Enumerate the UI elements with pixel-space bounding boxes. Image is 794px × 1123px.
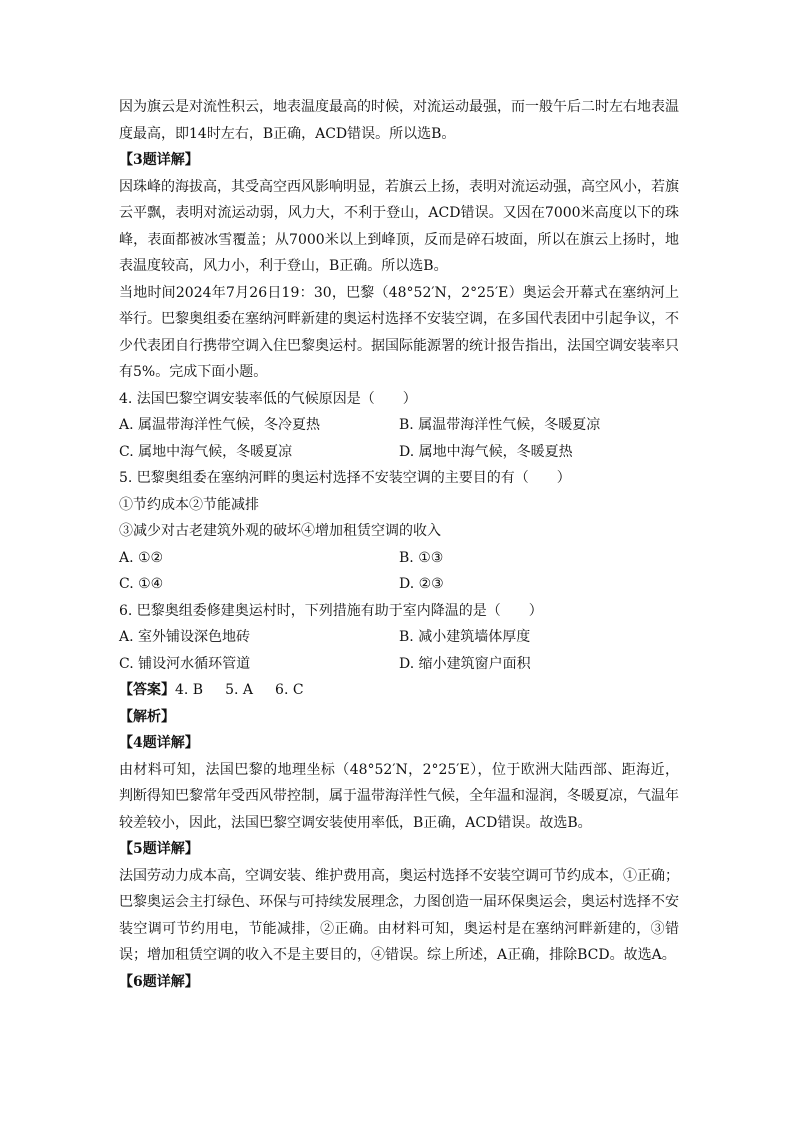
- question-4-stem: 4. 法国巴黎空调安装率低的气候原因是（ ）: [119, 390, 417, 407]
- question-4-option-a: A. 属温带海洋性气候，冬冷夏热: [119, 417, 321, 433]
- intro-paragraph: 因为旗云是对流性积云，地表温度最高的时候，对流运动最强，而一般午后二时左右地表温度最高，即14时左右，B正确，ACD错误。所以选B。: [119, 99, 679, 142]
- question-4-options-row-1: [119, 412, 679, 439]
- answer-label: 【答案】: [119, 682, 175, 698]
- question-6-option-c: C. 铺设河水循环管道: [119, 655, 251, 672]
- question-6-options-row-2: [119, 651, 679, 678]
- question-4-option-d: D. 属地中海气候，冬暖夏热: [399, 443, 573, 460]
- question-5-item-line-1: ①节约成本②节能减排: [119, 496, 259, 513]
- question-5-options-row-2: [119, 571, 679, 598]
- answer-item-4: 4. B: [175, 682, 204, 698]
- question-5-option-a: A. ①②: [119, 549, 164, 566]
- answer-item-6: 6. C: [275, 682, 304, 698]
- question-6-option-d: D. 缩小建筑窗户面积: [399, 655, 531, 672]
- question-6-stem: 6. 巴黎奥组委修建奥运村时，下列措施有助于室内降温的是（ ）: [119, 602, 543, 619]
- q4-heading: 【4题详解】: [119, 735, 199, 751]
- question-4-option-b: B. 属温带海洋性气候，冬暖夏凉: [399, 417, 601, 433]
- question-6-options-row-1: [119, 624, 679, 651]
- question-6-option-b: B. 减小建筑墙体厚度: [399, 629, 531, 645]
- q5-heading: 【5题详解】: [119, 841, 199, 857]
- answer-item-5: 5. A: [225, 682, 254, 698]
- q6-heading: 【6题详解】: [119, 973, 199, 990]
- q3-explanation: 因珠峰的海拔高，其受高空西风影响明显，若旗云上扬，表明对流运动强，高空风小，若旗云平飘，表明对流运动弱，风力大，不利于登山，ACD错误。又因在7000米高度以下的珠峰，表面都被冰雪覆盖；从7000米以上到峰顶，反而是碎石坡面，所以在旗云上扬时，地表温度较高，风力小，利于登山，B正确。所以选B。: [119, 178, 679, 274]
- answer-line: [119, 677, 679, 704]
- question-4-option-c: C. 属地中海气候，冬暖夏凉: [119, 443, 293, 460]
- question-5-stem: 5. 巴黎奥组委在塞纳河畔的奥运村选择不安装空调的主要目的有（ ）: [119, 470, 571, 486]
- q4-explanation: 由材料可知，法国巴黎的地理坐标（48°52′N，2°25′E），位于欧洲大陆西部、距海近，判断得知巴黎常年受西风带控制，属于温带海洋性气候，全年温和湿润，冬暖夏凉，气温年较差较小，因此，法国巴黎空调安装使用率低，B正确，ACD错误。故选B。: [119, 761, 679, 831]
- document-page: [119, 94, 679, 995]
- q3-heading: 【3题详解】: [119, 152, 199, 168]
- question-5-option-c: C. ①④: [119, 576, 164, 592]
- question-5-item-line-2: ③减少对古老建筑外观的破坏④增加租赁空调的收入: [119, 523, 441, 539]
- analysis-heading: 【解析】: [119, 708, 175, 725]
- q5-explanation: 法国劳动力成本高，空调安装、维护费用高，奥运村选择不安装空调可节约成本，①正确；巴黎奥运会主打绿色、环保与可持续发展理念，力图创造一届环保奥运会，奥运村选择不安装空调可节约用电，节能减排，②正确。由材料可知，奥运村是在塞纳河畔新建的，③错误；增加租赁空调的收入不是主要目的，④错误。综上所述，A正确，排除BCD。故选A。: [119, 867, 679, 963]
- question-4-options-row-2: [119, 439, 679, 466]
- material-paragraph: 当地时间2024年7月26日19：30，巴黎（48°52′N，2°25′E）奥运会开幕式在塞纳河上举行。巴黎奥组委在塞纳河畔新建的奥运村选择不安装空调，在多国代表团中引起争议，不少代表团自行携带空调入住巴黎奥运村。据国际能源署的统计报告指出，法国空调安装率只有5%。完成下面小题。: [119, 284, 679, 380]
- question-5-options-row-1: [119, 545, 679, 572]
- question-5-option-b: B. ①③: [399, 549, 444, 566]
- question-6-option-a: A. 室外铺设深色地砖: [119, 629, 251, 645]
- question-5-option-d: D. ②③: [399, 576, 444, 592]
